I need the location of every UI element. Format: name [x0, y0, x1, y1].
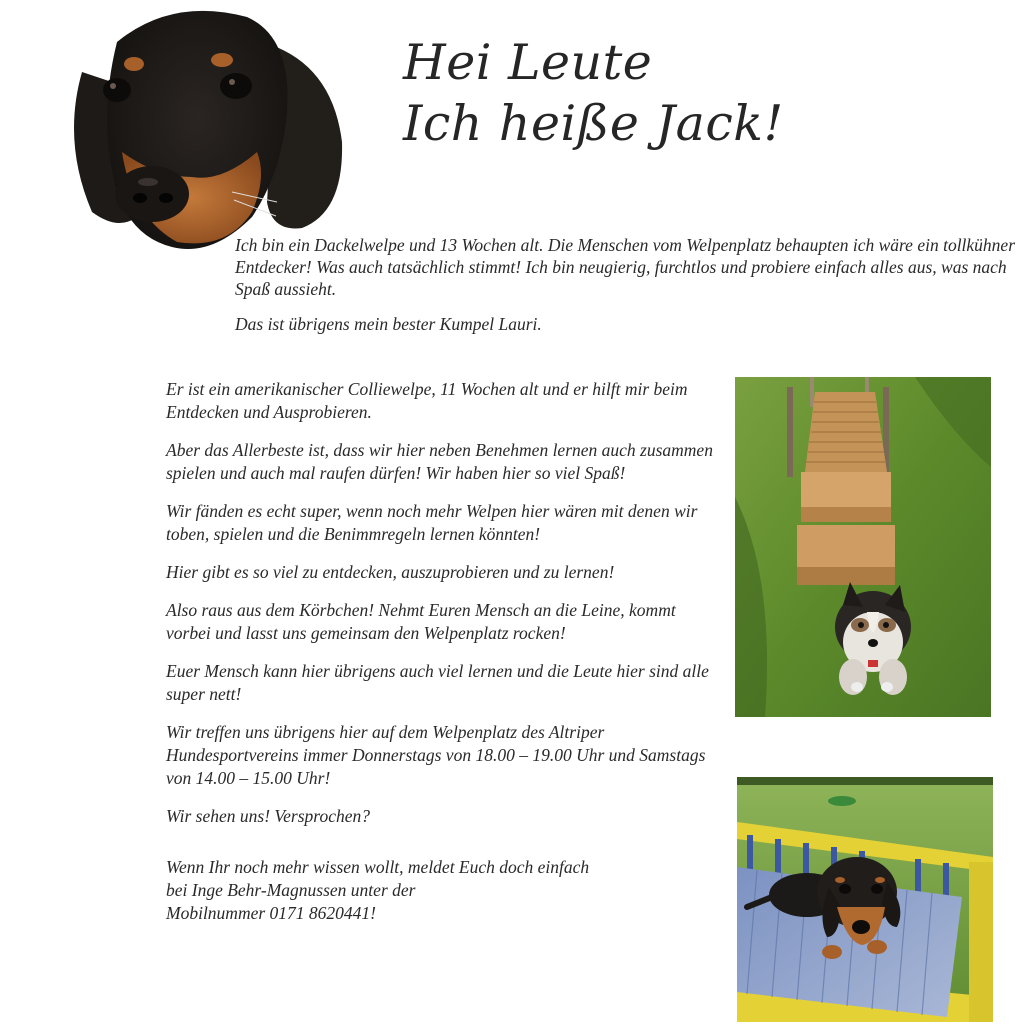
contact-phone: Mobilnummer 0171 8620441! [166, 903, 376, 923]
title-line-1: Hei Leute [403, 34, 653, 91]
intro-paragraph: Das ist übrigens mein bester Kumpel Lauri. [235, 314, 542, 334]
body-paragraph: Wir sehen uns! Versprochen? [166, 806, 370, 826]
page-title [403, 32, 1003, 154]
body-paragraph: Also raus aus dem Körbchen! Nehmt Euren Mensch an die Leine, kommt vorbei und lasst uns gemeinsam den Welpenplatz rocken! [166, 600, 676, 643]
body-section [166, 378, 722, 940]
body-paragraph: Euer Mensch kann hier übrigens auch viel lernen und die Leute hier sind alle super nett! [166, 661, 709, 704]
contact-paragraph [166, 856, 722, 925]
body-paragraph: Er ist ein amerikanischer Colliewelpe, 11 Wochen alt und er hilft mir beim Entdecken und Ausprobieren. [166, 379, 688, 422]
contact-line: Wenn Ihr noch mehr wissen wollt, meldet Euch doch einfach [166, 857, 590, 877]
dachshund-head-photo [62, 2, 344, 256]
intro-paragraph: Ich bin ein Dackelwelpe und 13 Wochen alt. Die Menschen vom Welpenplatz behaupten ich wäre ein tollkühner Entdecker! Was auch tatsächlich stimmt! Ich bin neugierig, furchtlos und probiere einfach alles aus, was nach Spaß aussieht. [235, 235, 1016, 299]
body-paragraph: Aber das Allerbeste ist, dass wir hier neben Benehmen lernen auch zusammen spielen und auch mal raufen dürfen! Wir haben hier so viel Spaß! [166, 440, 713, 483]
collie-puppy-photo [735, 377, 991, 717]
body-paragraph: Wir fänden es echt super, wenn noch mehr Welpen hier wären mit denen wir toben, spielen und die Benimmregeln lernen könnten! [166, 501, 698, 544]
intro-section [235, 234, 1019, 348]
dachshund-on-mat-photo [737, 777, 993, 1022]
title-line-2: Ich heiße Jack! [403, 95, 784, 152]
contact-line: bei Inge Behr-Magnussen unter der [166, 880, 416, 900]
body-paragraph: Wir treffen uns übrigens hier auf dem Welpenplatz des Altriper Hundesportvereins immer Donnerstags von 18.00 – 19.00 Uhr und Samstags von 14.00 – 15.00 Uhr! [166, 722, 706, 788]
body-paragraph: Hier gibt es so viel zu entdecken, auszuprobieren und zu lernen! [166, 562, 615, 582]
